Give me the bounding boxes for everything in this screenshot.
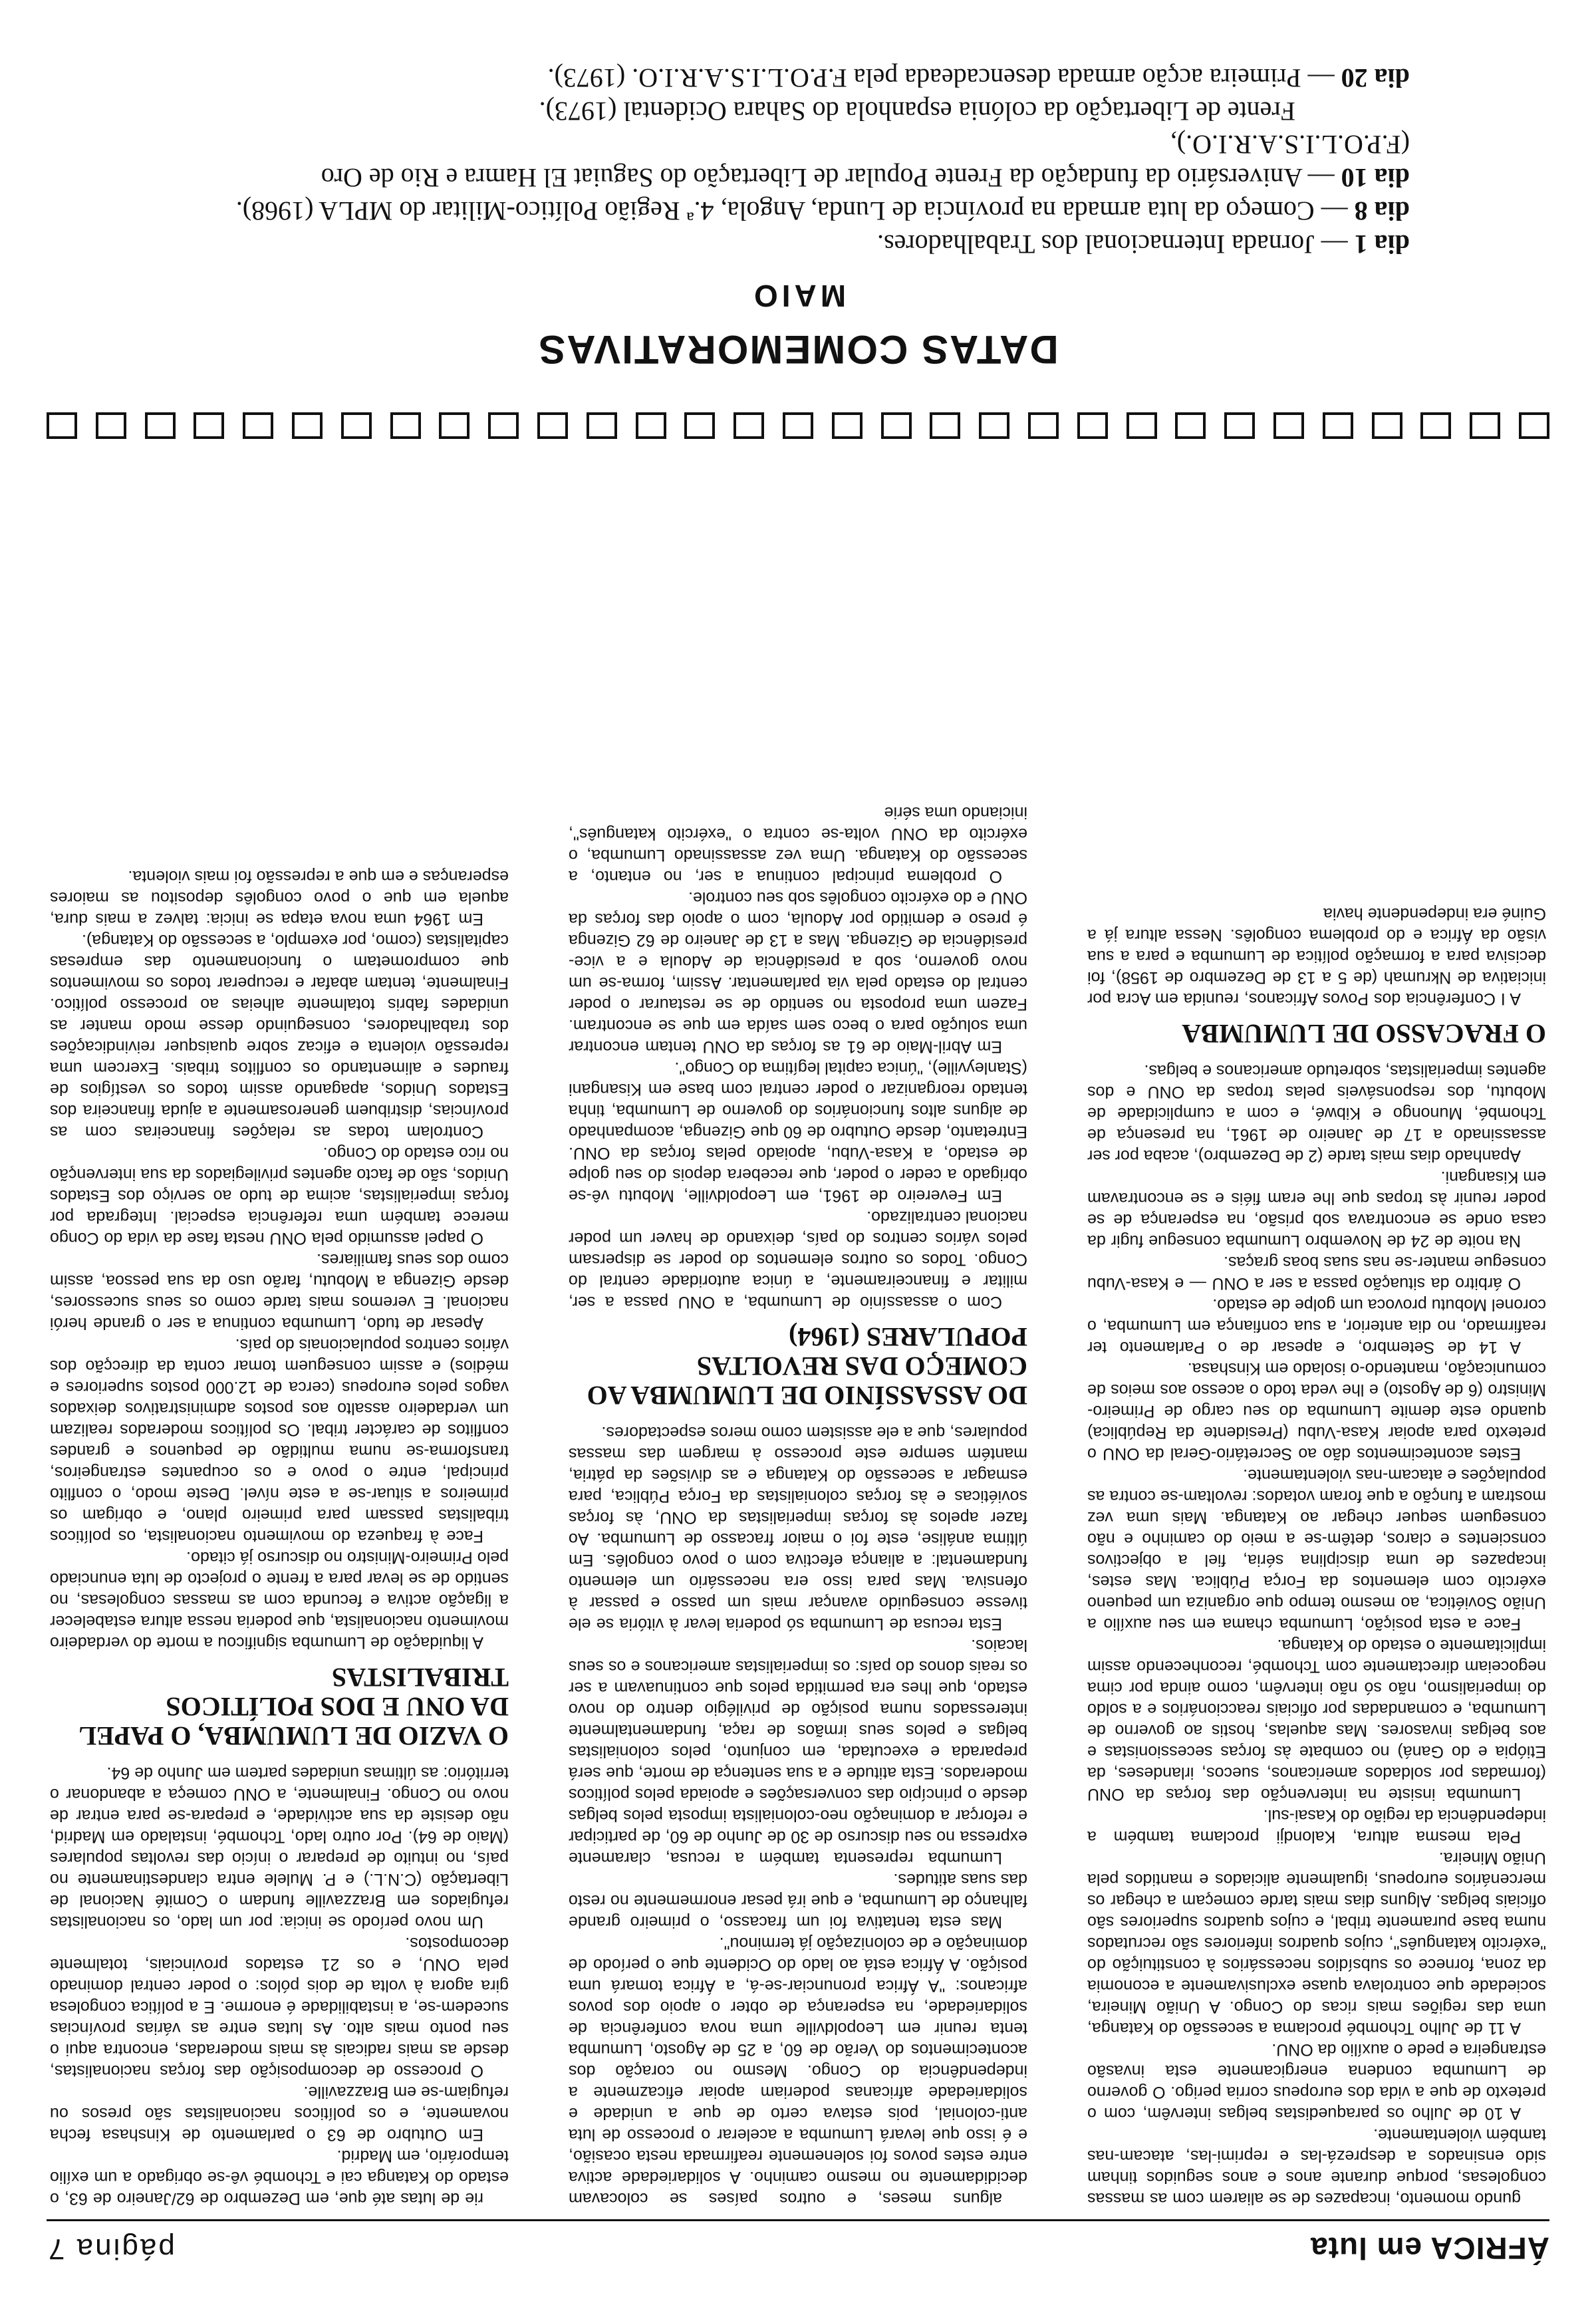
section-heading-fracasso: O FRACASSO DE LUMUMBA: [1182, 1019, 1546, 1049]
paragraph: Controlam todas as relações financeiras com as províncias, distribuem generosamente a ajuda financeira dos Estados Unidos, apagando assim todos os vestígios de fraudes e alimentando os conflitos tribais. Exercem uma repressão violenta e eficaz sobre quaisquer reivindicações dos trabalhadores, conseguindo desse modo manter as unidades fabris totalmente alheias ao processo político. Finalmente, tentam abafar e recuperar todos os movimentos que comprometam o funcionamento das empresas capitalistas (como, por exemplo, a secessão do Katanga).: [50, 931, 509, 1141]
date-entry: [80, 94, 1410, 194]
paragraph: O papel assumido pela ONU nesta fase da vida do Congo merece também uma referência especial. Integrada por forças imperialistas, acima de tudo ao serviço dos Estados Unidos, são de facto agentes privilegiados da sua intervenção no rico estado do Congo.: [50, 1144, 509, 1248]
paragraph: Um novo período se inicia: por um lado, os nacionalistas refugiados em Brazzaville fundam o Comité Nacional de Libertação (C.N.L.) e P. Mulele entra clandestinamente no país, no intuito de preparar o início das revoltas populares (Maio de 64). Por outro lado, Tchombé, instalado em Madrid, não desiste da sua actividade, e prepara-se para entrar de novo no Congo. Finalmente, a ONU começa a abandonar o território: as últimas unidades partem em Junho de 64.: [50, 1764, 509, 1931]
paragraph: Em Abril-Maio de 61 as forças da ONU tentam encontrar uma solução para o beco sem saída em que se encontram. Fazem uma proposta no sentido de se restaurar o poder central do estado pela via parlamentar. Assim, forma-se um novo governo, sob a presidência de Adoula e a vice-presidência de Gizenga. Mas a 13 de Janeiro de 62 Gizenga é preso e demitido por Adoula, com o apoio das forças da ONU e do exército congolês sob seu controle.: [569, 888, 1027, 1056]
decorative-square: [194, 412, 224, 439]
decorative-square: [1372, 412, 1402, 439]
paragraph: Esta recusa de Lumumba só poderia levar à vitória se ele tivesse conseguido avançar mais um passo e passar à ofensiva. Mas para isso era necessário um elemento fundamental: a aliança efectiva com o povo congolês. Em última análise, este foi o maior fracasso de Lumumba. Ao fazer apelos às forças imperialistas da ONU, às forças soviéticas e às forças colonialistas da Força Pública, para esmagar a secessão do Katanga e as divisões da pátria, mantém sempre este processo à margem das massas populares, que a ele assistem como meros espectadores.: [569, 1423, 1027, 1633]
date-day: dia 8: [1354, 196, 1410, 226]
paragraph: A 14 de Setembro, e apesar de o Parlamento ter reafirmado, no dia anterior, a sua confiança em Lumumba, o coronel Mobutu provoca um golpe de estado.: [1087, 1295, 1546, 1357]
paragraph: Em Outubro de 63 o parlamento de Kinshasa fecha novamente, e os políticos nacionalistas são presos ou refugiam-se em Brazzaville.: [50, 2083, 509, 2144]
decorative-square: [1127, 412, 1157, 439]
decorative-square: [47, 412, 77, 439]
decorative-square: [488, 412, 519, 439]
paragraph: Em 1964 uma nova etapa se inicia: talvez a mais dura, aquela em que o povo congolês depositou as maiores esperanças e em que a repressão foi mais violenta.: [50, 867, 509, 928]
decorative-square: [1420, 412, 1451, 439]
paragraph: A liquidação de Lumumba significou a morte do verdadeiro movimento nacionalista, que poderia nessa altura estabelecer a ligação activa e fecunda com as massas congolesas, no sentido de se levar para a frente o projecto de luta enunciado pelo Primeiro-Ministro no discurso já citado.: [50, 1548, 509, 1652]
decorative-square: [930, 412, 960, 439]
decorative-square: [243, 412, 273, 439]
decorative-square: [733, 412, 764, 439]
decorative-square: [1077, 412, 1108, 439]
paragraph: Mas esta tentativa foi um fracasso, o primeiro grande falhanço de Lumumba, e que irá pesar enormemente no resto das suas atitudes.: [569, 1870, 1027, 1931]
paragraph: Face a esta posição, Lumumba chama em seu auxílio a União Soviética, ao mesmo tempo que organiza um pequeno exército com elementos da Força Pública. Mas estes, incapazes de uma disciplina séria, fiel a objectivos conscientes e claros, detêm-se a meio do caminho e não conseguem sequer chegar ao Katanga. Mais uma vez mostram a função a que foram votados: revoltam-se contra as populações e atacam-nas violentamente.: [1087, 1466, 1546, 1633]
date-entry: [80, 194, 1410, 227]
date-day: dia 1: [1354, 229, 1410, 259]
decorative-square: [1323, 412, 1353, 439]
dates-list: [80, 61, 1410, 261]
decorative-square: [587, 412, 617, 439]
decorative-square: [96, 412, 126, 439]
decorative-square: [979, 412, 1009, 439]
decorative-square: [1028, 412, 1059, 439]
decorative-square: [1470, 412, 1500, 439]
decorative-square: [292, 412, 323, 439]
decorative-square: [1273, 412, 1304, 439]
date-day: dia 10: [1341, 163, 1410, 193]
dates-section-title: DATAS COMEMORATIVAS: [537, 327, 1059, 372]
decorative-square: [1175, 412, 1206, 439]
date-text: — Aniversário da fundação da Frente Popular de Libertação do Saguiat El Hamra e Rio de Oro (F.P.O.L.I.S.A.R.I.O.),: [321, 130, 1410, 193]
paragraph: O processo de decomposição das forças nacionalistas, desde as mais radicais às mais moderadas, encontra aqui o seu ponto mais alto. As lutas entre as várias províncias sucedem-se, a instabilidade é enorme. E a política congolesa gira agora à volta de dois pólos: o poder central dominado pela ONU, e os 21 estados provinciais, totalmente decompostos.: [50, 1934, 509, 2080]
paragraph: A 10 de Julho os paraquedistas belgas intervêm, com o pretexto de que a vida dos europeus corria perigo. O governo de Lumumba condena energicamente esta invasão estrangeira e pede o auxílio da ONU.: [1087, 2040, 1546, 2123]
date-text: — Primeira acção armada desencadeada pela F.P.O.L.I.S.A.R.I.O. (1973).: [547, 63, 1341, 93]
column-3: [50, 467, 509, 2209]
decorative-square: [145, 412, 176, 439]
date-entry: [80, 227, 1410, 261]
paragraph: Em Fevereiro de 1961, em Leopoldville, Mobutu vê-se obrigado a ceder o poder, que recebera depois do seu golpe de estado, a Kasa-Vubu, apoiado pelas forças da ONU. Entretanto, desde Outubro de 60 que Gizenga, acompanhado de alguns altos funcionários do governo de Lumumba, tinha tentado reorganizar o poder central com base em Kisangani (Stanleyville), "única capital legítima do Congo".: [569, 1059, 1027, 1205]
section-heading-assassinio: DO ASSASSÍNIO DE LUMUMBA AO COMEÇO DAS REVOLTAS POPULARES (1964): [587, 1322, 1027, 1411]
date-day: dia 20: [1341, 63, 1410, 93]
paragraph: Face à fraqueza do movimento nacionalista, os políticos tribalistas passam para primeiro plano, e obrigam os primeiros a situar-se a este nível. Deste modo, o conflito principal, entre o povo e os ocupantes estrangeiros, transforma-se numa multidão de pequenos e grandes conflitos de carácter tribal. Os políticos moderados realizam um verdadeiro assalto aos postos administrativos deixados vagos pelos europeus (cerca de 12.000 postos superiores e médios) e assim conseguem tomar conta da direcção dos vários centros populacionais do país.: [50, 1335, 509, 1546]
decorative-box-row: [47, 404, 1549, 439]
page-header: [47, 2221, 1549, 2274]
paragraph: A I Conferência dos Povos Africanos, reunida em Acra por iniciativa de Nkrumah (de 5 a 13 de Dezembro de 1958), foi decisiva para a formação política de Lumumba e para a sua visão da África e do problema congolês. Nessa altura já a Guiné era independente havia: [1087, 904, 1546, 1008]
decorative-square: [783, 412, 813, 439]
date-entry: [80, 61, 1410, 94]
page-number: página 7: [47, 2233, 175, 2265]
paragraph: A 11 de Julho Tchombé proclama a secessão do Katanga, uma das regiões mais ricas do Congo. A União Mineira, sociedade que controlava quase exclusivamente a economia da zona, fornece os subsídios necessários à constituição do "exército katanguês", cujos quadros inferiores são recrutados numa base puramente tribal, e cujos quadros superiores são oficiais belgas. Alguns dias mais tarde começam a chegar os mercenários europeus, igualmente aliciados e mantidos pela União Mineira.: [1087, 1849, 1546, 2038]
decorative-square: [636, 412, 666, 439]
decorative-square: [1519, 412, 1549, 439]
decorative-square: [1224, 412, 1255, 439]
paragraph: O árbitro da situação passa a ser a ONU — e Kasa-Vubu consegue manter-se nas suas boas graças.: [1087, 1253, 1546, 1293]
publication-title: ÁFRICA em luta: [1310, 2231, 1549, 2266]
paragraph: alguns meses, e outros países se colocavam decididamente no mesmo caminho. A solidariedade activa entre estes povos foi solenemente reafirmada nesta ocasião, e é isso que levará Lumumba a acelerar o processo de luta anti-colonial, pois estava certo de que a unidade e solidariedade africanas poderiam apoiar eficazmente a independência do Congo. Mesmo no coração dos acontecimentos do Verão de 60, a 25 de Agosto, Lumumba tenta reunir em Leopoldville uma nova conferência de solidariedade, na esperança de obter o apoio dos povos africanos: "A África pronunciar-se-á, a África tomará uma posição. A África está ao lado do Ocidente que o período de dominação e de colonização já terminou".: [569, 1934, 1027, 2208]
decorative-square: [439, 412, 469, 439]
paragraph: gundo momento, incapazes de se aliarem com as massas congolesas, porque durante anos e anos seguidos tinham sido ensinados a desprezá-las e reprimi-las, atacam-nas também violentamente.: [1087, 2125, 1546, 2208]
decorative-square: [341, 412, 372, 439]
decorative-square: [881, 412, 912, 439]
paragraph: Lumumba insiste na intervenção das forças da ONU (formadas por soldados americanos, suecos, irlandeses, da Etiópia e do Ganá) no combate às forças secessionistas e aos belgas invasores. Mas aquelas, hostis ao governo de Lumumba, e comandadas por oficiais reaccionários e a soldo do imperialismo, não só não intervêm, como ainda por cima negoceiam directamente com Tchombé, reconhecendo assim implicitamente o estado do Katanga.: [1087, 1636, 1546, 1804]
paragraph: Com o assassínio de Lumumba, a ONU passa a ser, militar e financeiramente, a única autoridade central do Congo. Todos os outros elementos do poder se dispersam pelos vários centros do país, deixando de haver um poder nacional centralizado.: [569, 1208, 1027, 1311]
section-heading-vazio: O VAZIO DE LUMUMBA, O PAPEL DA ONU E DOS POLÍTICOS TRIBALISTAS: [80, 1663, 509, 1751]
decorative-square: [832, 412, 863, 439]
date-text: — Começo da luta armada na província de Lunda, Angola, 4.ª Região Político-Militar do MPLA (1968).: [235, 196, 1355, 226]
paragraph: Apanhado dias mais tarde (2 de Dezembro), acaba por ser assassinado a 17 de Janeiro de 1961, na presença de Tchombé, Munongo e Kibwé, e com a cumplicidade de Mobutu, dos responsáveis pelas tropas da ONU e dos agentes imperialistas, sobretudo americanos e belgas.: [1087, 1061, 1546, 1165]
date-text: — Jornada Internacional dos Trabalhadores.: [877, 229, 1355, 259]
decorative-square: [684, 412, 715, 439]
decorative-square: [390, 412, 421, 439]
dates-month: MAIO: [749, 279, 847, 313]
paragraph: rie de lutas até que, em Dezembro de 62/Janeiro de 63, o estado do Katanga cai e Tchombé vê-se obrigado a um exílio temporário, em Madrid.: [50, 2147, 509, 2208]
column-2: [569, 467, 1027, 2209]
paragraph: Apesar de tudo, Lumumba continua a ser o grande herói nacional. E veremos mais tarde como os seus sucessores, desde Gizenga a Mobutu, farão uso da sua pessoa, assim como dos seus familiares.: [50, 1250, 509, 1333]
header-rule: [47, 2219, 1549, 2221]
paragraph: Na noite de 24 de Novembro Lumumba consegue fugir da casa onde se encontrava sob prisão, na esperança de se poder reunir às tropas que lhe eram fiéis e se encontravam em Kisangani.: [1087, 1168, 1546, 1250]
paragraph: Lumumba representa também a recusa, claramente expressa no seu discurso de 30 de Junho de 60, de participar e reforçar a dominação neo-colonialista imposta pelos belgas desde o princípio das conversações e apoiada pelos políticos moderados. Esta atitude e a sua sentença de morte, que será preparada e executada, em conjunto, pelos colonialistas belgas e pelos seus irmãos de raça, fundamentalmente interessados numa posição de privilégio dentro do novo estado, que lhes era permitida pelos que continuavam a ser os reais donos do país: os imperialistas americanos e os seus lacaios.: [569, 1636, 1027, 1867]
decorative-square: [537, 412, 568, 439]
paragraph: O problema principal continua a ser, no entanto, a secessão do Katanga. Uma vez assassinado Lumumba, o exército da ONU volta-se contra o "exército katanguês", iniciando uma série: [569, 803, 1027, 886]
paragraph: Pela mesma altura, Kalondji proclama também a independência da região do Kasai-sul.: [1087, 1806, 1546, 1846]
date-text-continued: Frente de Libertação da colónia espanhola do Sahara Ocidental (1973).: [539, 96, 1295, 126]
column-1: [1087, 467, 1546, 2209]
paragraph: Estes acontecimentos dão ao Secretário-Geral da ONU o pretexto para apoiar Kasa-Vubu (Presidente da República) quando este demite Lumumba do seu cargo de Primeiro-Ministro (6 de Agosto) e lhe veda todo o acesso aos meios de comunicação, mantendo-o isolado em Kinshasa.: [1087, 1359, 1546, 1463]
